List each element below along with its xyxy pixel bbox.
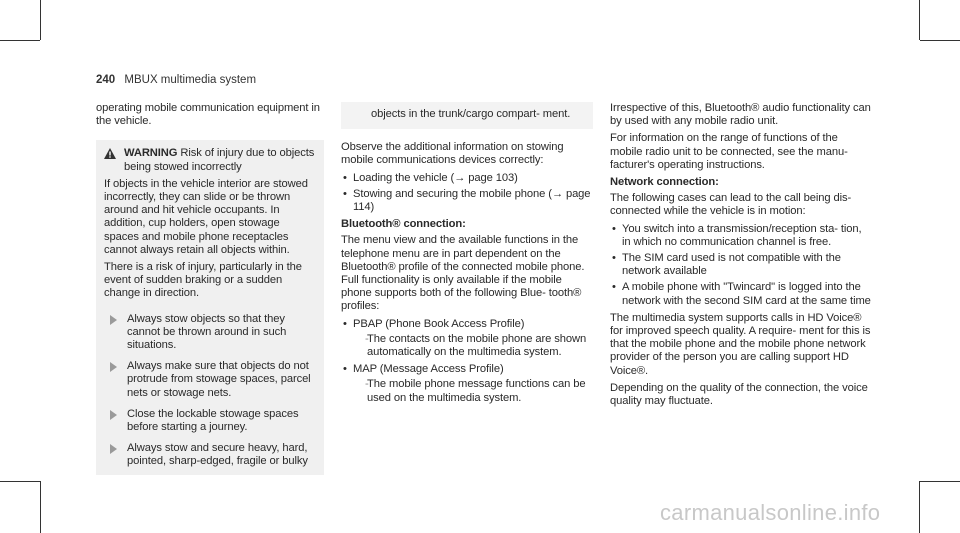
bullet-item: • Loading the vehicle (→ page 103) [341, 172, 593, 185]
crop-mark [919, 481, 920, 533]
continuation-text: objects in the trunk/cargo compart- ment. [371, 108, 571, 120]
profile-description: - The mobile phone message functions can be used on the multimedia system. [353, 378, 593, 404]
instruction-text: Always make sure that objects do not protrude from stowage spaces, parcel nets or stowage nets. [127, 360, 311, 399]
paragraph: The menu view and the available functions in the telephone menu are in part dependent on the Bluetooth® profile of the connected mobile phone. Full functionality is only available if the mobile phone supports both of the following Blue- tooth® profiles: [341, 234, 585, 313]
arrow-icon [110, 362, 117, 372]
arrow-icon [110, 444, 117, 454]
warning-title: Risk of injury due to objects being stowed incorrectly [124, 147, 315, 173]
instruction-item [110, 313, 316, 353]
profile-name: MAP (Message Access Profile) [353, 363, 504, 376]
instruction-item [110, 408, 316, 434]
instruction-text: Always stow and secure heavy, hard, pointed, sharp-edged, fragile or bulky [127, 442, 308, 468]
warning-paragraph: There is a risk of injury, particularly in the event of sudden braking or a sudden change in direction. [104, 261, 302, 300]
warning-paragraph: If objects in the vehicle interior are stowed incorrectly, they can slide or be thrown around and hit vehicle occupants. In addition, cup holders, open stowage spaces and mobile phone receptacles cannot always retain all objects within. [104, 177, 308, 256]
page-number: 240 [96, 74, 116, 86]
crop-mark [40, 481, 41, 533]
column-middle [341, 102, 593, 409]
paragraph: For information on the range of functions of the mobile radio unit to be connected, see the manu- facturer's operating instructions. [610, 132, 848, 171]
crop-mark [920, 481, 960, 482]
column-left [96, 102, 324, 481]
column-right [610, 102, 872, 412]
bullet-item: • A mobile phone with "Twincard" is logged into the network with the second SIM card at the same time [610, 281, 872, 307]
profile-list [341, 318, 593, 405]
instruction-item [110, 360, 316, 400]
instruction-text: Close the lockable stowage spaces before starting a journey. [127, 407, 299, 434]
bullet-list [610, 223, 872, 308]
warning-box [96, 140, 324, 474]
warning-label: WARNING [124, 147, 178, 160]
paragraph: Depending on the quality of the connection, the voice quality may fluctuate. [610, 381, 868, 408]
bullet-item: • Stowing and securing the mobile phone (→ page 114) [341, 188, 593, 214]
crop-mark [920, 40, 960, 41]
warning-heading [104, 147, 316, 173]
arrow-icon [110, 315, 117, 325]
profile-item [341, 318, 593, 360]
intro-text: operating mobile communication equipment in the vehicle. [96, 102, 320, 128]
crop-mark [919, 0, 920, 40]
bullet-list [341, 172, 593, 215]
crop-mark [40, 0, 41, 40]
instruction-text: Always stow objects so that they cannot be thrown around in such situations. [127, 312, 287, 352]
paragraph: The multimedia system supports calls in HD Voice® for improved speech quality. A require- ment for this is that the mobile phone and the mobile phone network provider of the person you are calling support HD Voice®. [610, 311, 871, 377]
bullet-item: • You switch into a transmission/reception sta- tion, in which no communication channel is free. [610, 223, 872, 249]
paragraph: The following cases can lead to the call being dis- connected while the vehicle is in motion: [610, 192, 852, 218]
watermark: carmanualsonline.info [660, 500, 881, 525]
crop-mark [0, 481, 40, 482]
section-heading: Network connection: [610, 176, 719, 189]
paragraph: Observe the additional information on stowing mobile communications devices correctly: [341, 141, 564, 167]
paragraph: Irrespective of this, Bluetooth® audio functionality can by used with any mobile radio unit. [610, 102, 871, 128]
page-title: MBUX multimedia system [124, 74, 257, 86]
instruction-item [110, 442, 316, 468]
section-heading: Bluetooth® connection: [341, 218, 466, 231]
profile-item [341, 363, 593, 405]
arrow-icon [110, 410, 117, 420]
warning-triangle-icon [104, 148, 116, 159]
bullet-item: • The SIM card used is not compatible with the network available [610, 252, 872, 278]
warning-continuation [341, 102, 593, 129]
page-header [96, 74, 256, 86]
crop-mark [0, 40, 40, 41]
profile-description: - The contacts on the mobile phone are shown automatically on the multimedia system. [353, 333, 593, 359]
profile-name: PBAP (Phone Book Access Profile) [353, 317, 525, 330]
